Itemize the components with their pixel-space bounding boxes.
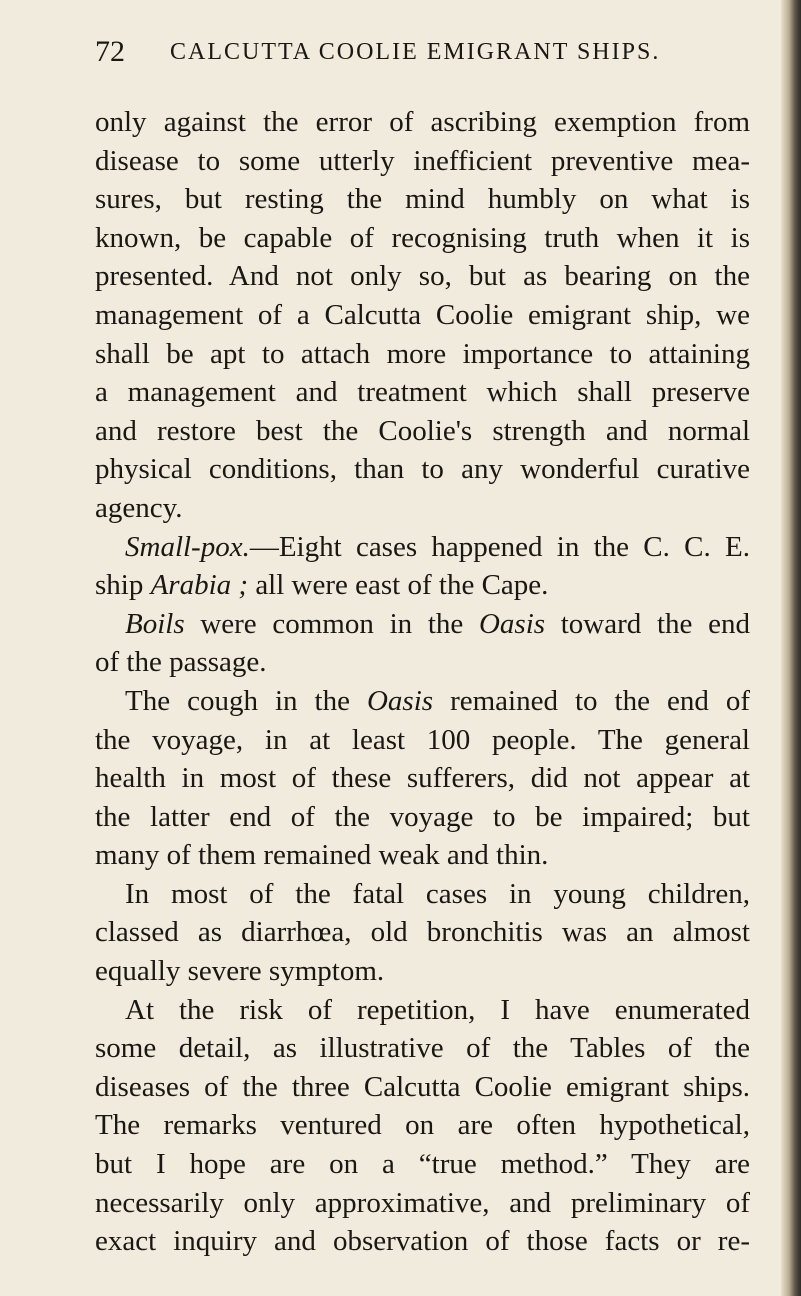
text-line: of the passage. — [95, 646, 267, 679]
text-line: The remarks ventured on are often hypothetical, — [95, 1109, 750, 1142]
text-line: At the risk of repetition, I have enumerated — [125, 993, 750, 1026]
text-line: disease to some utterly inefficient preventive mea- — [95, 144, 750, 177]
text-run: all were east of the Cape. — [248, 569, 549, 602]
body-text — [95, 103, 750, 1261]
ship-name-arabia: Arabia ; — [150, 569, 249, 602]
section-term-boils: Boils — [125, 607, 185, 640]
section-term-small-pox: Small-pox. — [125, 530, 250, 563]
page-number: 72 — [95, 35, 125, 68]
text-run: were common in the — [184, 607, 479, 640]
running-head: CALCUTTA COOLIE EMIGRANT SHIPS. — [170, 39, 661, 65]
text-line: the latter end of the voyage to be impaired; but — [95, 800, 750, 833]
text-line: shall be apt to attach more importance to attaining — [95, 337, 750, 370]
text-line: physical conditions, than to any wonderful curative — [95, 453, 750, 486]
text-line — [95, 682, 750, 721]
text-line: the voyage, in at least 100 people. The general — [95, 723, 750, 756]
text-run: ship — [95, 569, 151, 602]
text-line: necessarily only approximative, and preliminary of — [95, 1186, 750, 1219]
text-line: a management and treatment which shall preserve — [95, 376, 750, 409]
ship-name-oasis: Oasis — [366, 684, 434, 717]
ship-name-oasis: Oasis — [478, 607, 546, 640]
text-line — [95, 605, 750, 644]
text-run: toward the end — [545, 607, 750, 640]
text-line: some detail, as illustrative of the Tables of the — [95, 1032, 750, 1065]
page-gutter-shadow — [781, 0, 801, 1296]
text-line: equally severe symptom. — [95, 955, 385, 988]
text-line: sures, but resting the mind humbly on what is — [95, 183, 750, 216]
text-line: known, be capable of recognising truth when it is — [95, 221, 750, 254]
text-line: and restore best the Coolie's strength and normal — [95, 414, 750, 447]
text-run: —Eight cases happened in the C. C. E. — [249, 530, 750, 563]
text-line: In most of the fatal cases in young children, — [125, 877, 750, 910]
text-line: presented. And not only so, but as bearing on the — [95, 260, 750, 293]
text-line — [95, 528, 750, 567]
text-line: agency. — [95, 491, 183, 524]
text-line: management of a Calcutta Coolie emigrant ship, we — [95, 298, 750, 331]
text-line: classed as diarrhœa, old bronchitis was an almost — [95, 916, 750, 949]
page-header — [95, 32, 695, 72]
text-line: many of them remained weak and thin. — [95, 839, 549, 872]
text-run: The cough in the — [125, 684, 367, 717]
text-line: but I hope are on a “true method.” They are — [95, 1148, 750, 1181]
text-line — [95, 566, 750, 605]
text-line: only against the error of ascribing exemption from — [95, 106, 750, 138]
text-line: health in most of these sufferers, did not appear at — [95, 762, 750, 795]
text-line: diseases of the three Calcutta Coolie emigrant ships. — [95, 1070, 750, 1103]
text-run: remained to the end of — [433, 684, 750, 717]
text-line: exact inquiry and observation of those facts or re- — [95, 1225, 750, 1258]
